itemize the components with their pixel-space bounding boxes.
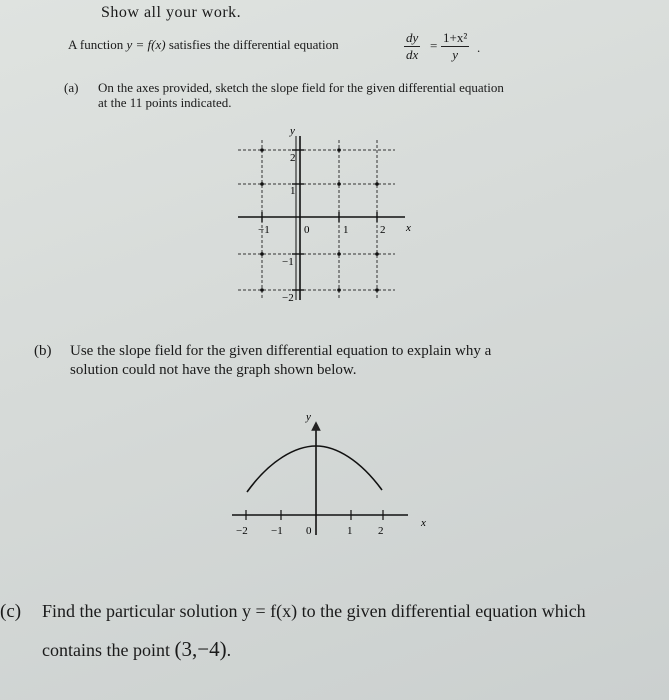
part-c-line2-prefix: contains the point xyxy=(42,640,170,660)
graph-a-tick-y-2: 2 xyxy=(290,152,296,164)
function-notation: y = f(x) xyxy=(126,37,166,52)
rhs-fraction xyxy=(441,30,469,63)
graph-a-y-label: y xyxy=(290,125,295,137)
solution-curve xyxy=(247,446,382,492)
graph-a-x-label: x xyxy=(406,222,411,234)
rhs-denominator: y xyxy=(452,47,458,62)
grid-point xyxy=(260,148,264,152)
part-a-line1: On the axes provided, sketch the slope field for the given differential equation xyxy=(98,80,504,95)
graph-b-tick-neg1: −1 xyxy=(271,525,283,537)
grid-point xyxy=(337,148,341,152)
part-c-line2 xyxy=(42,637,231,662)
graph-a-tick-x-0: 0 xyxy=(304,224,310,236)
graph-a-tick-y-neg1: −1 xyxy=(282,256,294,268)
rhs-numerator: 1+x² xyxy=(443,30,468,45)
graph-b-x-label: x xyxy=(421,517,426,529)
y-tick-marks xyxy=(292,150,304,290)
intro-sentence xyxy=(68,37,339,53)
slope-field-points xyxy=(260,148,379,292)
graph-b-y-label: y xyxy=(306,411,311,423)
intro-prefix: A function xyxy=(68,37,124,52)
intro-period: . xyxy=(477,40,481,55)
part-c-line1: Find the particular solution y = f(x) to the given differential equation which xyxy=(42,601,586,621)
part-c-point: (3,−4) xyxy=(174,637,227,661)
graph-a-tick-y-neg2: −2 xyxy=(282,292,294,304)
dy-dx-denominator: dx xyxy=(406,47,419,62)
grid-point xyxy=(337,288,341,292)
graph-a-tick-x-neg1: −1 xyxy=(258,224,270,236)
grid-point xyxy=(375,252,379,256)
grid-point xyxy=(260,182,264,186)
grid-point xyxy=(260,252,264,256)
graph-b-tick-1: 1 xyxy=(347,525,353,537)
part-b-line1: Use the slope field for the given differential equation to explain why a xyxy=(70,343,492,359)
graph-a-tick-x-2: 2 xyxy=(380,224,386,236)
part-c-period: . xyxy=(226,640,232,660)
graph-b-tick-neg2: −2 xyxy=(236,525,248,537)
intro-text: satisfies the differential equation xyxy=(168,37,339,52)
grid-point xyxy=(375,288,379,292)
part-a-label: (a) xyxy=(64,80,79,95)
part-c-label: (c) xyxy=(0,601,22,622)
dy-dx-numerator: dy xyxy=(406,30,419,45)
graph-b-tick-0: 0 xyxy=(306,525,312,537)
graph-a-tick-x-1: 1 xyxy=(343,224,349,236)
grid-point xyxy=(337,252,341,256)
part-a-line2: at the 11 points indicated. xyxy=(98,95,232,110)
show-work-heading: Show all your work. xyxy=(101,4,242,21)
equals-sign: = xyxy=(430,38,438,53)
grid-point xyxy=(337,182,341,186)
x-tick-marks xyxy=(262,212,377,222)
grid-point xyxy=(375,182,379,186)
graph-b-x-ticks xyxy=(246,510,383,520)
graph-a-tick-y-1: 1 xyxy=(290,185,296,197)
part-b-label: (b) xyxy=(34,343,52,359)
grid-dashed-lines xyxy=(238,140,395,300)
grid-point xyxy=(260,288,264,292)
part-b-line2: solution could not have the graph shown below. xyxy=(70,362,357,378)
graph-b-tick-2: 2 xyxy=(378,525,384,537)
dy-dx-fraction xyxy=(404,30,420,63)
